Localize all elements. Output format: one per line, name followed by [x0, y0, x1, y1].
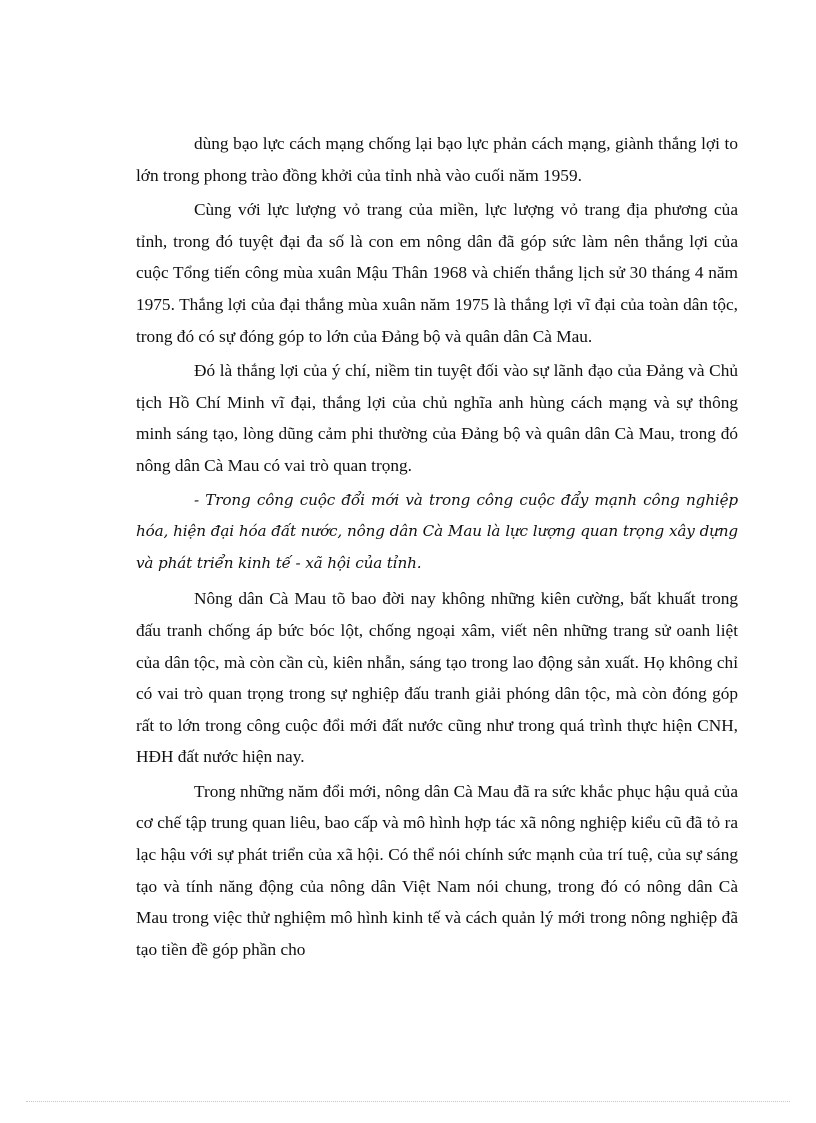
footer-dotted-rule: [26, 1101, 790, 1102]
body-text: [136, 128, 738, 965]
paragraph-3: Đó là thắng lợi của ý chí, niềm tin tuyệt đối vào sự lãnh đạo của Đảng và Chủ tịch Hồ Chí Minh vĩ đại, thắng lợi của chủ nghĩa anh hùng cách mạng và sự thông minh sáng tạo, lòng dũng cảm phi thường của Đảng bộ và quân dân Cà Mau, trong đó nông dân Cà Mau có vai trò quan trọng.: [136, 361, 738, 475]
paragraph-5: Nông dân Cà Mau tõ bao đời nay không những kiên cường, bất khuất trong đấu tranh chống áp bức bóc lột, chống ngoại xâm, viết nên những trang sử oanh liệt của dân tộc, mà còn cần cù, kiên nhẫn, sáng tạo trong lao động sản xuất. Họ không chỉ có vai trò quan trọng trong sự nghiệp đấu tranh giải phóng dân tộc, mà còn đóng góp rất to lớn trong công cuộc đổi mới đất nước cũng như trong quá trình thực hiện CNH, HĐH đất nước hiện nay.: [136, 589, 738, 767]
paragraph-6: Trong những năm đổi mới, nông dân Cà Mau đã ra sức khắc phục hậu quả của cơ chế tập trung quan liêu, bao cấp và mô hình hợp tác xã nông nghiệp kiểu cũ đã tỏ ra lạc hậu với sự phát triển của xã hội. Có thể nói chính sức mạnh của trí tuệ, của sự sáng tạo và tính năng động của nông dân Việt Nam nói chung, trong đó có nông dân Cà Mau trong việc thử nghiệm mô hình kinh tế và cách quản lý mới trong nông nghiệp đã tạo tiền đề góp phần cho: [136, 781, 738, 959]
paragraph-2: Cùng với lực lượng vỏ trang của miền, lực lượng vỏ trang địa phương của tỉnh, trong đó tuyệt đại đa số là con em nông dân đã góp sức làm nên thắng lợi của cuộc Tổng tiến công mùa xuân Mậu Thân 1968 và chiến thắng lịch sử 30 tháng 4 năm 1975. Thắng lợi của đại thắng mùa xuân năm 1975 là thắng lợi vĩ đại của toàn dân tộc, trong đó có sự đóng góp to lớn của Đảng bộ và quân dân Cà Mau.: [136, 200, 738, 346]
paragraph-4-italic-heading: - Trong công cuộc đổi mới và trong công cuộc đẩy mạnh công nghiệp hóa, hiện đại hóa đất nước, nông dân Cà Mau là lực lượng quan trọng xây dựng và phát triển kinh tế - xã hội của tỉnh.: [136, 490, 738, 572]
paragraph-1: dùng bạo lực cách mạng chống lại bạo lực phản cách mạng, giành thắng lợi to lớn trong phong trào đồng khởi của tỉnh nhà vào cuối năm 1959.: [136, 134, 738, 185]
